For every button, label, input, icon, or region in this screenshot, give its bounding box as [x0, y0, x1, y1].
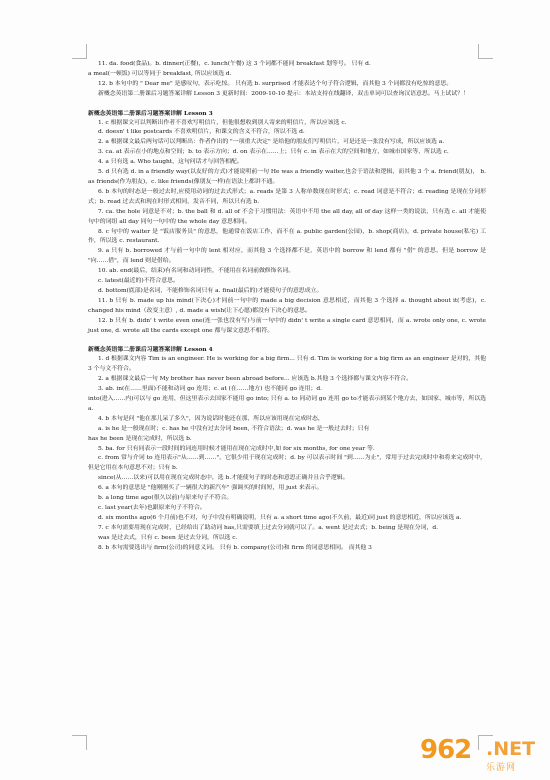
watermark-logo-digits: 962: [420, 735, 472, 765]
paragraph: 新概念英语第二册课后习题答案详解 Lesson 3 更新时间：2009-10-10 提示：本站支持在线翻译，双击单词可以查询汉语意思。马上试试？！: [98, 90, 469, 97]
paragraph: d. doesn' t like postcards 不喜欢明信片，和课文的含义不符合，所以不选 d.: [98, 129, 305, 136]
paragraph: 3. ab. in(在……里面)不能和动词 go 连用；c. at (在……地方) 也不能同 go 连用；d.: [98, 386, 322, 393]
crop-mark-bottom-left: [72, 735, 87, 750]
paragraph: was 是过去式，只有 c. been 是过去分词，所以选 c.: [98, 534, 238, 541]
paragraph: 12. b 本句中的 " Dear me" 是感叹句，表示吃惊。 只有选 b. surprised 才能表达个句子符合逻辑，而其他 3 个词都没有吃惊的意思。: [98, 80, 453, 87]
paragraph: a. is he 是一般现在时；c. has he 中没有过去分词 been, 不符合语法；d. was he 是一般过去时；只有: [98, 425, 370, 432]
paragraph: b. a long time ago(很久以前)与原来句子不符合。: [98, 495, 233, 502]
paragraph: 9. a 只有 b. borrowed 才与前一句中的 lent 相对应，而其他 3 个选择都不是，英语中的 borrow 和 lend 都有 "借" 的意思，但是 borrow 是 "向……借"，而 lend 则是借给。: [88, 248, 486, 265]
paragraph: 8. c 句中的 waiter 是 "饭店服务员" 的意思，他通常在饭店工作，而不在 a. public garden(公园)，b. shop(商店)，d. private house(私宅) 工作，所以选 c. restaurant.: [88, 228, 486, 245]
section-lesson4: [88, 355, 486, 553]
paragraph: 10. ab. end(最后，结束)有名词和动词词性，不能用在名词前做修饰名词。: [98, 268, 295, 275]
lesson4-heading: 新概念英语第二册课后习题答案详解 Lesson 4: [88, 346, 213, 354]
paragraph: d. bottom(底部)是名词，不能修饰名词只有 a. final(最后的)才能使句子的意思成立。: [98, 287, 323, 294]
paragraph: 8. b 本句需要选出与 firm(公司)的同意义词。 只有 b. company(公司)和 firm 的词意思相同。 而其他 3: [98, 544, 372, 551]
paragraph: 3. ca. at 表示在小的地点和空间；b. to 表示方向；d. on 表示在……上；只有 c. in 表示在大的空间和地方，如城市国家等，所以选 c.: [98, 149, 449, 156]
paragraph: 5. d 只有选 d. in a friendly way(以友好的方式)才能说明前一句 He was a friendly waiter,也会于语法和逻辑，而其他 3 个 a. friend(朋友)， b. as friends(作为朋友)，c. like friends(像朋友一样)在语法上都讲不通。: [88, 169, 486, 185]
section-lesson3: [88, 119, 486, 337]
paragraph: 11. da. food(食品)。b. dinner(正餐)，c. lunch(午餐) 这 3 个词都不能同 breakfast 划等号。 只有 d.: [98, 61, 371, 67]
paragraph: d. six months ago(6 个月前)也不对，句子中没有明确说明，只有 a. a short time ago(不久前，最近)同 just 的意思相近，所以应该选 a.: [98, 514, 462, 521]
crop-mark-top-left: [72, 44, 87, 59]
paragraph: 7. c 本句需要用现在完成时，已经给出了助动词 has,只需要填上过去分词就可以了。a. went 是过去式；b. being 是现在分词，d.: [98, 524, 439, 531]
paragraph: c. last year(去年)也跟原来句子不符合。: [98, 504, 206, 511]
paragraph: 5. ba. for 只有同表示一段时间的词连用时候才能用在现在完成时中,如 for six months, for one year 等.: [98, 445, 375, 452]
paragraph: 2. a 根据课文最后两句话可以判断出：作者作出的 "一项重大决定" 是给他的朋友们写明信片，可是还是一张没有写成，所以应该选 a.: [98, 139, 445, 146]
paragraph: 6. a 本句的意思是 "他刚刚买了一辆很大的新汽车" 强调买的时间短，用 just 来表示。: [98, 485, 323, 492]
paragraph: 6. b 本句的时态是一般过去时,应使用动词的过去式形式；a. reads 是第 3 人称单数现在时形式；c. read 词意是不符合；d. reading 是现在分词形式；b. read 过去式和现在时形式相同，发音不同，所以只有选 b.: [88, 188, 486, 205]
paragraph: 4. a 只有选 a. Who taught，这句问话才与回答相配。: [98, 159, 243, 166]
lesson3-heading: 新概念英语第二册课后习题答案详解 Lesson 3: [88, 109, 213, 117]
paragraph: 12. b 只有 b. didn' t write even one(连一张也没有写)与前一句中的 didn' t write a single card 意思相同，而 a. wrote only one, c. wrote just one, d. wrote all the cards except one 都与课文意思不相符。: [88, 317, 486, 334]
watermark-domain: .NET: [486, 738, 536, 760]
paragraph: has he been 是现在完成时，所以选 b.: [88, 435, 192, 442]
paragraph: c. from 常与介词 to 连用表示"从……到……"，它很少用于现在完成时；d. by 可以表示时间 "到……为止"，常用于过去完成时中和将来完成时中，但是它用在本句意思不对；只有 b.: [88, 455, 486, 472]
paragraph: 7. ca. the hole 词意是不对；b. the ball 和 d. all of 不会于习惯用法：英语中不用 the all day, all of day 这样一类的说法，只有选 c. all 才能使句中的词组 all day 同句一句中的 the whole day 意思相同。: [88, 208, 486, 225]
paragraph: 2. a 根据课文最后一句 My brother has never been abroad before... 应该选 b.其他 3 个选择都与课文内容不符合。: [98, 376, 412, 383]
paragraph: since(从……以来)可以用在现在完成时态中，选 b.才能使句子的时态和意思正确并且合乎逻辑。: [98, 475, 349, 482]
paragraph: 4. b 本句是问 "他在那儿呆了多久"，因为说话时他还在那，所以应该用现在完成时态，: [98, 415, 324, 422]
section-lesson2-tail: [88, 60, 486, 100]
watermark-site-name: 乐游网: [486, 763, 517, 773]
paragraph: 11. b 只有 b. made up his mind(下决心)才同前一句中的 made a big decision 意思相近，而其他 3 个选择 a. thought about it(考虑)，c. changed his mind（改变主意）, d. made a wish(让下心愿)都没有下决心的意思。: [88, 297, 486, 314]
document-body: [88, 60, 486, 554]
paragraph: into(进入……内)可以与 go 连用，但这里表示去国家不能用 go into; 只有 a. to 同动词 go 连用 go to才能表示到某个地方去，如国家、城市等，所以选 a.: [88, 396, 486, 412]
paragraph: 1. d 根据课文内容 Tim is an engineer. He is working for a big firm... 只有 d. Tim is working for a big firm as an engineer 是对的，其他 3 个与文不符合。: [88, 356, 486, 373]
site-watermark-logo: [420, 736, 544, 776]
paragraph: a meal(一顿饭) 可以等同于 breakfast, 所以应该选 d.: [88, 70, 232, 77]
crop-mark-top-right: [478, 44, 493, 59]
paragraph: c. latest(最近的)不符合意思。: [98, 278, 179, 285]
paragraph: 1. c 根据课文可以判断出作者不喜欢写明信片，但他很想收到别人寄来的明信片，所以应该选 c.: [98, 119, 347, 126]
